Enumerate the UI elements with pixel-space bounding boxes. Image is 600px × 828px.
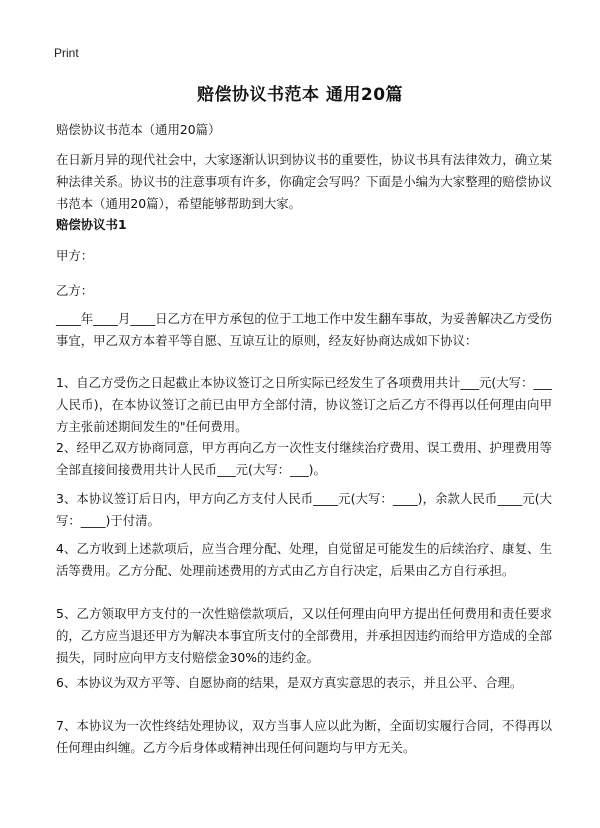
- intro-paragraph: 在日新月异的现代社会中，大家逐渐认识到协议书的重要性，协议书具有法律效力，确立某种法律关系。协议书的注意事项有许多，你确定会写吗？下面是小编为大家整理的赔偿协议书范本（通用20篇），希望能够帮助到大家。: [56, 152, 552, 211]
- section-heading: 赔偿协议书1: [56, 217, 127, 232]
- clause-2: 2、经甲乙双方协商同意，甲方再向乙方一次性支付继续治疗费用、误工费用、护理费用等全部直接间接费用共计人民币___元(大写：___)。: [56, 440, 552, 477]
- clause-4: 4、乙方收到上述款项后，应当合理分配、处理，自觉留足可能发生的后续治疗、康复、生活等费用。乙方分配、处理前述费用的方式由乙方自行决定，后果由乙方自行承担。: [56, 541, 552, 578]
- party-a-line: 甲方：: [56, 248, 94, 263]
- clause-7: 7、本协议为一次性终结处理协议，双方当事人应以此为断，全面切实履行合同，不得再以任何理由纠缠。乙方今后身体或精神出现任何问题均与甲方无关。: [56, 718, 552, 755]
- document-subtitle: 赔偿协议书范本（通用20篇）: [56, 122, 221, 137]
- clause-3: 3、本协议签订后日内，甲方向乙方支付人民币____元(大写：____)，余款人民币____元(大写：____)于付清。: [56, 491, 552, 528]
- document-title: 赔偿协议书范本 通用20篇: [196, 85, 404, 105]
- preamble-paragraph: ____年____月____日乙方在甲方承包的位于工地工作中发生翻车事故，为妥善解决乙方受伤事宜，甲乙双方本着平等自愿、互谅互让的原则，经友好协商达成如下协议：: [56, 311, 552, 348]
- clause-5: 5、乙方领取甲方支付的一次性赔偿款项后，又以任何理由向甲方提出任何费用和责任要求的，乙方应当退还甲方为解决本事宜所支付的全部费用，并承担因违约而给甲方造成的全部损失，同时应向甲方支付赔偿金30%的违约金。: [56, 606, 552, 665]
- print-link[interactable]: Print: [54, 46, 79, 60]
- party-b-line: 乙方：: [56, 283, 94, 298]
- clause-6: 6、本协议为双方平等、自愿协商的结果，是双方真实意思的表示，并且公平、合理。: [56, 675, 523, 690]
- clause-1: 1、自乙方受伤之日起截止本协议签订之日所实际已经发生了各项费用共计___元(大写：___人民币)，在本协议签订之前已由甲方全部付清，协议签订之后乙方不得再以任何理由向甲方主张前述期间发生的"任何费用。: [56, 375, 552, 434]
